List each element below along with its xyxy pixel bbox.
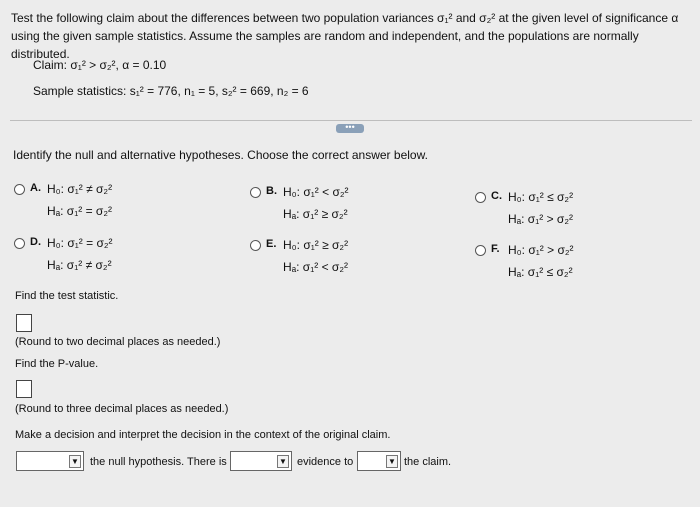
null-hypothesis: H₀: σ₁² > σ₂²	[508, 243, 574, 257]
decision-question: Make a decision and interpret the decision in the context of the original claim.	[15, 429, 391, 441]
sample-statistics-line: Sample statistics: s₁² = 776, n₁ = 5, s₂² = 669, n₂ = 6	[33, 84, 309, 98]
more-button[interactable]: •••	[336, 124, 364, 133]
option-letter: B.	[266, 185, 277, 197]
evidence-dropdown[interactable]	[230, 451, 292, 471]
decision-text-3: the claim.	[404, 456, 452, 468]
radio-d[interactable]	[14, 238, 25, 249]
p-value-hint: (Round to three decimal places as needed.)	[15, 403, 229, 415]
alt-hypothesis: Hₐ: σ₁² < σ₂²	[283, 260, 348, 274]
p-value-question: Find the P-value.	[15, 358, 99, 370]
radio-c[interactable]	[475, 192, 486, 203]
stat-n1: n₁ = 5	[184, 84, 216, 98]
radio-b[interactable]	[250, 187, 261, 198]
stat-s1-squared: s₁² = 776	[129, 84, 178, 98]
identify-hypotheses-question: Identify the null and alternative hypotheses. Choose the correct answer below.	[13, 148, 428, 162]
radio-f[interactable]	[475, 245, 486, 256]
chevron-down-icon: ▼	[69, 455, 81, 468]
claim-alpha: α = 0.10	[122, 58, 167, 72]
null-hypothesis: H₀: σ₁² ≠ σ₂²	[47, 182, 113, 196]
radio-a[interactable]	[14, 184, 25, 195]
option-letter: D.	[30, 236, 41, 248]
alt-hypothesis: Hₐ: σ₁² ≠ σ₂²	[47, 258, 112, 272]
alt-hypothesis: Hₐ: σ₁² ≤ σ₂²	[508, 265, 573, 279]
option-letter: E.	[266, 238, 277, 250]
p-value-input[interactable]	[16, 380, 32, 398]
stat-s2-squared: s₂² = 669	[221, 84, 271, 98]
option-letter: C.	[491, 190, 502, 202]
decision-text-1: the null hypothesis. There is	[90, 456, 227, 468]
null-hypothesis: H₀: σ₁² = σ₂²	[47, 236, 113, 250]
radio-e[interactable]	[250, 240, 261, 251]
stat-n2: n₂ = 6	[276, 84, 309, 98]
decision-text-2: evidence to	[297, 456, 354, 468]
claim-action-dropdown[interactable]	[357, 451, 401, 471]
null-hypothesis: H₀: σ₁² ≥ σ₂²	[283, 238, 349, 252]
claim-line: Claim: σ₁² > σ₂², α = 0.10	[33, 58, 167, 72]
section-divider	[10, 120, 692, 121]
test-statistic-input[interactable]	[16, 314, 32, 332]
alt-hypothesis: Hₐ: σ₁² = σ₂²	[47, 204, 112, 218]
test-statistic-hint: (Round to two decimal places as needed.)	[15, 336, 221, 348]
alt-hypothesis: Hₐ: σ₁² > σ₂²	[508, 212, 573, 226]
question-prompt: Test the following claim about the differences between two population variances σ₁² and σ₂² at the given level of significance α using the given sample statistics. Assume the samples are random and independent, and the populations are normally distributed.	[11, 11, 679, 61]
decision-dropdown[interactable]	[16, 451, 84, 471]
null-hypothesis: H₀: σ₁² < σ₂²	[283, 185, 349, 199]
claim-relation: σ₁² > σ₂²	[70, 58, 116, 72]
chevron-down-icon: ▼	[386, 455, 398, 468]
chevron-down-icon: ▼	[277, 455, 289, 468]
test-statistic-question: Find the test statistic.	[15, 290, 119, 302]
null-hypothesis: H₀: σ₁² ≤ σ₂²	[508, 190, 574, 204]
option-letter: A.	[30, 182, 41, 194]
alt-hypothesis: Hₐ: σ₁² ≥ σ₂²	[283, 207, 348, 221]
stats-label: Sample statistics:	[33, 84, 127, 98]
option-letter: F.	[491, 243, 500, 255]
claim-label: Claim:	[33, 58, 68, 72]
